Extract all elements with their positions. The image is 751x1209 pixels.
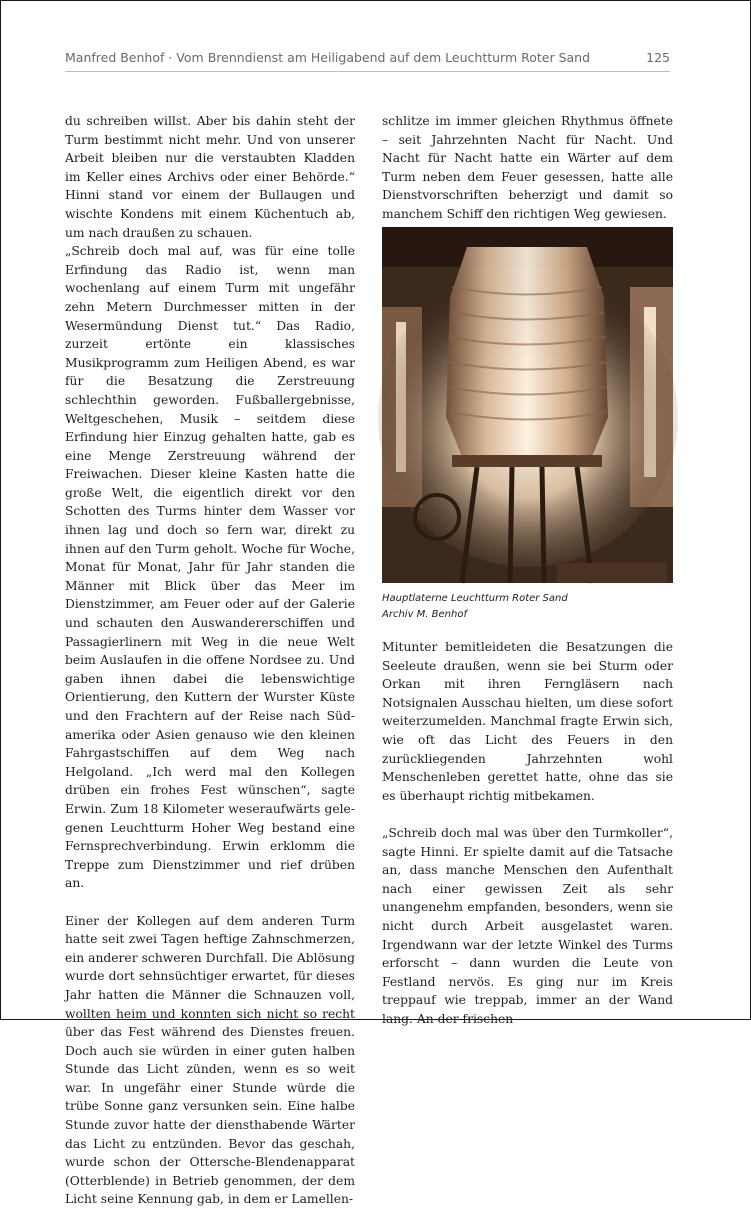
caption-credit: Archiv M. Benhof xyxy=(382,609,467,620)
paragraph: Einer der Kollegen auf dem anderen Turm hatte seit zwei Tagen heftige Zahnschmerzen, ein anderer schweren Durchfall. Die Ablösung wurde dort sehnsüchtiger erwartet, für dieses Jahr hatten die Männer die Schnauzen voll, wollten heim und konnten sich nicht so recht über das Fest während des Dienstes freuen. Doch auch sie würden in einer guten halben Stunde das Licht zünden, wenn es so weit war. In ungefähr einer Stunde würde die trübe Sonne ganz versunken sein. Eine halbe Stunde zuvor hatte der diensthabende Wärter das Licht zu entzünden. Bevor das geschah, wurde schon der Ottersche-Blendenapparat (Otterblende) in Betrieb genommen, der dem Licht seine Kennung gab, in dem er Lamellen- xyxy=(65,913,355,1207)
caption-title: Hauptlaterne Leuchtturm Roter Sand xyxy=(382,593,568,604)
lighthouse-lantern-photo xyxy=(382,227,673,583)
page-number: 125 xyxy=(646,50,670,65)
running-header xyxy=(65,50,670,70)
paragraph: „Schreib doch mal was über den Turmkoller“, sagte Hinni. Er spielte damit auf die Tatsache an, dass manche Menschen den Aufenthalt nach einer gewissen Zeit als sehr unangenehm empfanden, besonders, wenn sie nicht durch Arbeit ausgelastet waren. Irgendwann war der letzte Winkel des Turms erforscht – dann wurden die Leute von Festland nervös. Es ging nur im Kreis treppauf wie treppab, immer an der Wand lang. An der frischen xyxy=(382,825,673,1026)
running-title: Manfred Benhof · Vom Brenndienst am Heiligabend auf dem Leuchtturm Roter Sand xyxy=(65,50,591,65)
right-column-top xyxy=(382,112,673,224)
photo-caption xyxy=(382,591,673,623)
lantern-illustration xyxy=(382,227,673,583)
paragraph: schlitze im immer gleichen Rhythmus öffnete – seit Jahrzehnten Nacht für Nacht. Und Nacht für Nacht hatte ein Wärter auf dem Turm neben dem Feuer gesessen, hatte alle Dienstvorschriften beherzigt und damit so manchem Schiff den richtigen Weg gewiesen. xyxy=(382,114,673,221)
header-rule xyxy=(65,71,670,72)
paragraph: „Schreib doch mal auf, was für eine tolle Erfindung das Radio ist, wenn man wochenlang auf einem Turm mit ungefähr zehn Metern Durchmesser mitten in der Wesermündung Dienst tut.“ Das Radio, zurzeit ertönte ein klassisches Musikprogramm zum Heiligen Abend, es war für die Besatzung die Zerstreuung schlechthin geworden. Fußballergebnisse, Weltgeschehen, Musik – seitdem diese Erfindung hier Einzug gehalten hatte, gab es eine Menge Zerstreuung während der Freiwachen. Dieser kleine Kasten hatte die große Welt, die eigentlich direkt vor den Schotten des Turms hinter dem Wasser vor ihnen lag und doch so fern war, direkt zu ihnen auf den Turm geholt. Woche für Woche, Monat für Monat, Jahr für Jahr standen die Männer mit Blick über das Meer im Dienstzimmer, am Feuer oder auf der Galerie und schauten den Auswandererschiffen und Passagierlinern mit Weg in die neue Welt beim Auslaufen in die offene Nordsee zu. Und gaben ihnen dabei die lebenswichtige Orientierung, den Kuttern der Wurster Küste und den Frachtern auf der Reise nach Südamerika oder Asien genauso wie den kleinen Fahrgastschiffen auf dem Weg nach Helgoland. „Ich werd mal den Kollegen drüben ein frohes Fest wünschen“, sagte Erwin. Zum 18 Kilometer weseraufwärts gelegenen Leuchtturm Hoher Weg bestand eine Fernsprechverbindung. Erwin erklomm die Treppe zum Dienstzimmer und rief drüben an. xyxy=(65,244,355,891)
left-column xyxy=(65,112,355,1209)
paragraph: du schreiben willst. Aber bis dahin steht der Turm bestimmt nicht mehr. Und von unserer Arbeit bleiben nur die verstaubten Kladden im Keller eines Archivs oder einer Behörde.“ Hinni stand vor einem der Bullaugen und wischte Kondens mit einem Küchentuch ab, um nach draußen zu schauen. xyxy=(65,114,355,240)
right-column-bottom xyxy=(382,638,673,1028)
paragraph: Mitunter bemitleideten die Besatzungen die Seeleute draußen, wenn sie bei Sturm oder Orkan mit ihren Ferngläsern nach Notsignalen Ausschau hielten, um diese sofort weiterzumelden. Manchmal fragte Erwin sich, wie oft das Licht des Feuers in den zurückliegenden Jahrzehnten wohl Menschenleben gerettet hatte, ohne das sie es überhaupt richtig mitbekamen. xyxy=(382,640,673,803)
